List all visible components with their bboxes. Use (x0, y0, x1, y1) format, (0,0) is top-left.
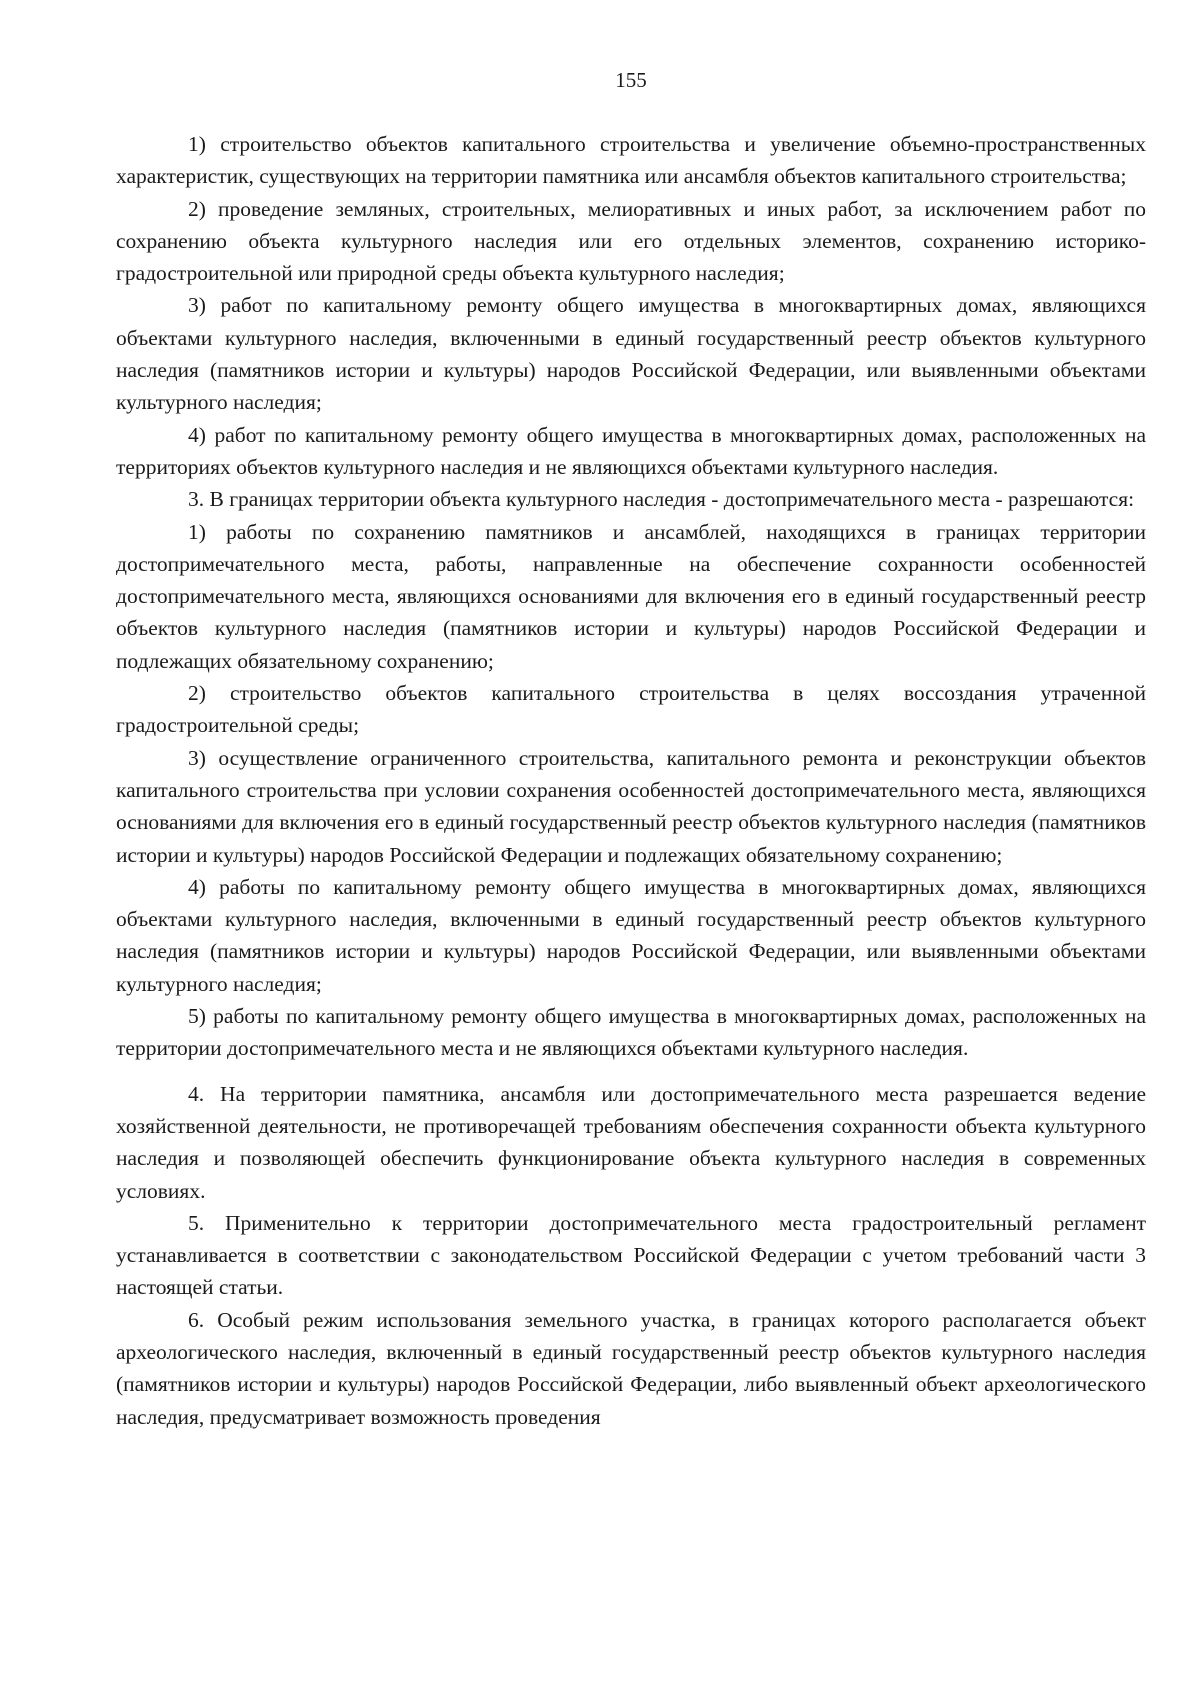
paragraph-item-1: 1) строительство объектов капитального строительства и увеличение объемно-пространственных характеристик, существующих на территории памятника или ансамбля объектов капитального строительства; (116, 132, 1146, 189)
document-body (116, 128, 1146, 1433)
paragraph-section-5: 5. Применительно к территории достопримечательного места градостроительный регламент устанавливается в соответствии с законодательством Российской Федерации с учетом требований части 3 настоящей статьи. (116, 1210, 1146, 1300)
paragraph-section-4: 4. На территории памятника, ансамбля или достопримечательного места разрешается ведение хозяйственной деятельности, не противоречащей требованиям обеспечения сохранности объекта культурного наследия и позволяющей обеспечить функционирование объекта культурного наследия в современных условиях. (116, 1081, 1146, 1203)
paragraph-item-2: 2) проведение земляных, строительных, мелиоративных и иных работ, за исключением работ по сохранению объекта культурного наследия или его отдельных элементов, сохранению историко-градостроительной или природной среды объекта культурного наследия; (116, 196, 1146, 286)
page-number: 155 (615, 68, 647, 92)
paragraph-section-3-item-5: 5) работы по капитальному ремонту общего имущества в многоквартирных домах, расположенных на территории достопримечательного места и не являющихся объектами культурного наследия. (116, 1004, 1146, 1061)
paragraph-section-6: 6. Особый режим использования земельного участка, в границах которого располагается объект археологического наследия, включенный в единый государственный реестр объектов культурного наследия (памятников истории и культуры) народов Российской Федерации, либо выявленный объект археологического наследия, предусматривает возможность проведения (116, 1307, 1146, 1429)
paragraph-section-3: 3. В границах территории объекта культурного наследия - достопримечательного места - разрешаются: (188, 487, 1135, 512)
paragraph-section-3-item-1: 1) работы по сохранению памятников и ансамблей, находящихся в границах территории достопримечательного места, работы, направленные на обеспечение сохранности особенностей достопримечательного места, являющихся основаниями для включения его в единый государственный реестр объектов культурного наследия (памятников истории и культуры) народов Российской Федерации и подлежащих обязательному сохранению; (116, 519, 1146, 673)
paragraph-section-3-item-4: 4) работы по капитальному ремонту общего имущества в многоквартирных домах, являющихся объектами культурного наследия, включенными в единый государственный реестр объектов культурного наследия (памятников истории и культуры) народов Российской Федерации, или выявленными объектами культурного наследия; (116, 874, 1146, 996)
paragraph-section-3-item-2: 2) строительство объектов капитального строительства в целях воссоздания утраченной градостроительной среды; (116, 681, 1146, 738)
paragraph-section-3-item-3: 3) осуществление ограниченного строительства, капитального ремонта и реконструкции объектов капитального строительства при условии сохранения особенностей достопримечательного места, являющихся основаниями для включения его в единый государственный реестр объектов культурного наследия (памятников истории и культуры) народов Российской Федерации и подлежащих обязательному сохранению; (116, 745, 1146, 867)
paragraph-item-4: 4) работ по капитальному ремонту общего имущества в многоквартирных домах, расположенных на территориях объектов культурного наследия и не являющихся объектами культурного наследия. (116, 422, 1146, 479)
paragraph-item-3: 3) работ по капитальному ремонту общего имущества в многоквартирных домах, являющихся объектами культурного наследия, включенными в единый государственный реестр объектов культурного наследия (памятников истории и культуры) народов Российской Федерации, или выявленными объектами культурного наследия; (116, 293, 1146, 415)
